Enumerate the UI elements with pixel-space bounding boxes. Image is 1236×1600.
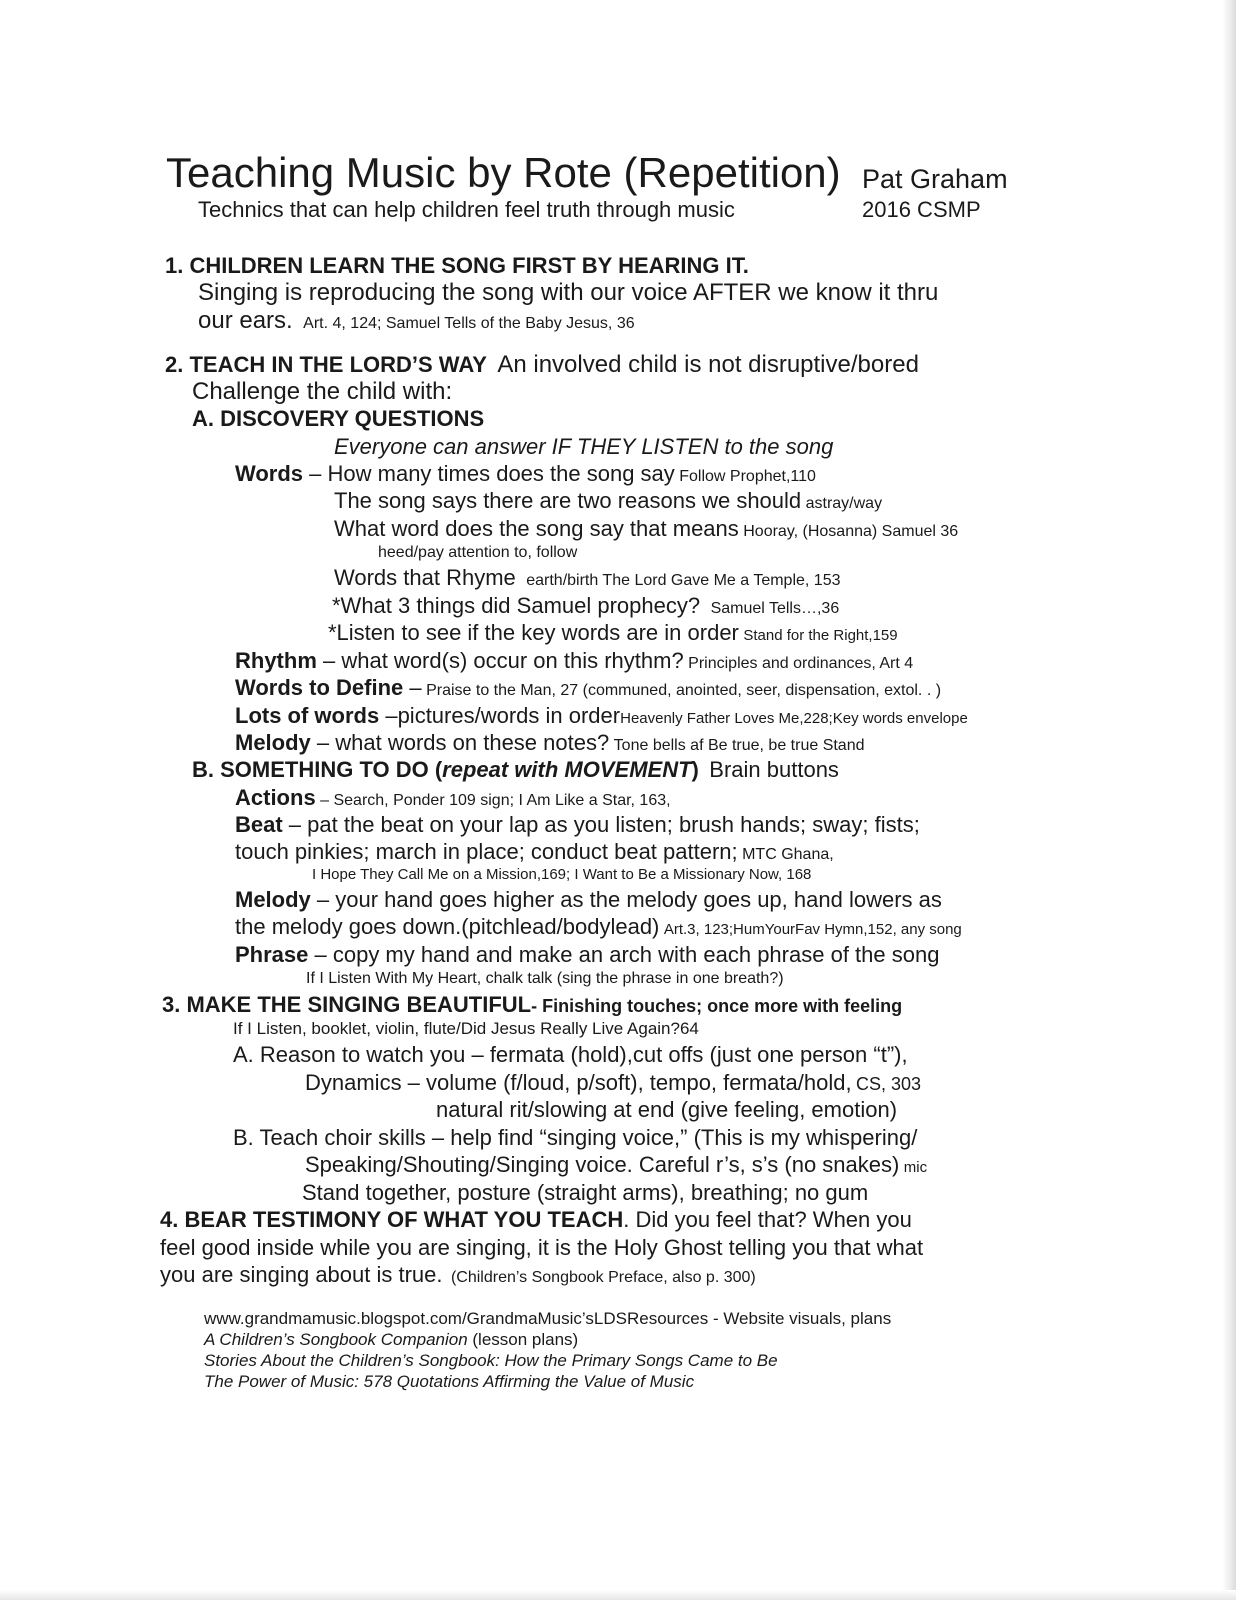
label-span: Lots of words [235, 703, 380, 728]
title-span: A Children’s Songbook Companion [204, 1330, 468, 1349]
melody-line [235, 732, 865, 754]
actions-line [235, 787, 671, 809]
text-span: Brain buttons [709, 757, 839, 782]
text-span: The song says there are two reasons we should [334, 488, 802, 513]
phrase-line [235, 944, 939, 966]
question-line [334, 567, 841, 589]
author-name: Pat Graham [862, 164, 1008, 194]
label-span: Words to Define [235, 675, 404, 700]
reference-span: MTC Ghana, [742, 846, 834, 863]
section-4-heading [160, 1209, 912, 1231]
section-3-a-line: A. Reason to watch you – fermata (hold),cut offs (just one person “t”), [233, 1042, 908, 1067]
section-3-b-line-2 [305, 1154, 927, 1176]
subsection-a-heading: A. DISCOVERY QUESTIONS [192, 406, 485, 431]
text-span: – pat the beat on your lap as you listen; brush hands; sway; fists; [282, 812, 920, 837]
question-line [328, 622, 898, 644]
question-sub-line: heed/pay attention to, follow [378, 544, 578, 561]
reference-span: Follow Prophet,110 [679, 468, 816, 485]
text-span: – How many times does the song say [303, 461, 675, 486]
question-line [334, 490, 882, 512]
question-line [332, 595, 839, 617]
label-span: Melody [235, 887, 311, 912]
text-span: What word does the song say that means [334, 516, 739, 541]
section-1-heading: 1. CHILDREN LEARN THE SONG FIRST BY HEARING IT. [165, 253, 749, 278]
label-span: Rhythm [235, 648, 317, 673]
text-span: – your hand goes higher as the melody goes up, hand lowers as [310, 887, 942, 912]
text-span: . Did you feel that? When you [623, 1207, 912, 1232]
scan-bottom-shadow [0, 1590, 1236, 1600]
text-span: An involved child is not disruptive/bored [497, 351, 919, 378]
subsection-a-note: Everyone can answer IF THEY LISTEN to the song [334, 434, 834, 459]
section-3-a-line-3: natural rit/slowing at end (give feeling, emotion) [436, 1097, 898, 1122]
text-span: – what words on these notes? [310, 730, 610, 755]
label-span: Words [235, 461, 304, 486]
reference-span: astray/way [805, 495, 883, 512]
section-4-line: feel good inside while you are singing, it is the Holy Ghost telling you that what [160, 1235, 924, 1260]
section-4-line [160, 1264, 756, 1286]
heading-span: 3. MAKE THE SINGING BEAUTIFUL [162, 992, 532, 1017]
heading-span: 2. TEACH IN THE LORD’S WAY [165, 352, 487, 377]
phrase-sub-line: If I Listen With My Heart, chalk talk (sing the phrase in one breath?) [306, 970, 784, 987]
resource-line: The Power of Music: 578 Quotations Affirming the Value of Music [204, 1372, 695, 1391]
reference-span: Hooray, (Hosanna) Samuel 36 [743, 523, 959, 540]
reference-span: Principles and ordinances, Art 4 [688, 655, 914, 672]
section-2-heading [165, 353, 919, 377]
reference-span: Samuel Tells…,36 [710, 600, 840, 617]
heading-span: 4. BEAR TESTIMONY OF WHAT YOU TEACH [160, 1207, 624, 1232]
text-span: *Listen to see if the key words are in order [328, 620, 739, 645]
label-span: Melody [235, 730, 311, 755]
page-subtitle: Technics that can help children feel truth through music [198, 197, 735, 222]
reference-span: Stand for the Right,159 [743, 627, 898, 644]
reference-span: Art.3, 123;HumYourFav Hymn,152, any song [663, 921, 962, 938]
section-3-a-line-2 [305, 1072, 921, 1094]
text-span: –pictures/words in order [379, 703, 621, 728]
text-span: – what word(s) occur on this rhythm? [316, 648, 684, 673]
label-span: Phrase [235, 942, 309, 967]
words-line [235, 463, 816, 485]
heading-span: ) [691, 757, 699, 782]
challenge-line: Challenge the child with: [192, 378, 453, 405]
text-span: our ears. [198, 307, 293, 334]
text-span: touch pinkies; march in place; conduct beat pattern; [235, 839, 738, 864]
melody-movement-line-2 [235, 916, 962, 938]
text-span: Words that Rhyme [334, 565, 516, 590]
reference-span: Art. 4, 124; Samuel Tells of the Baby Jesus, 36 [303, 315, 635, 332]
text-span: you are singing about is true. [160, 1262, 443, 1287]
section-3-b-line: B. Teach choir skills – help find “singing voice,” (This is my whispering/ [233, 1125, 918, 1150]
text-span: – Search, Ponder 109 sign; I Am Like a Star, 163, [315, 792, 671, 809]
resource-line [204, 1331, 578, 1348]
beat-sub-line: I Hope They Call Me on a Mission,169; I Want to Be a Missionary Now, 168 [312, 866, 812, 883]
section-1-line [198, 309, 635, 333]
scan-edge-shadow [1222, 0, 1236, 1600]
question-line [334, 518, 958, 540]
reference-span: Praise to the Man, 27 (communed, anointed, seer, dispensation, extol. . ) [426, 682, 942, 699]
reference-span: mic [903, 1159, 928, 1176]
beat-line-2 [235, 841, 834, 863]
define-line [235, 677, 941, 699]
reference-span: earth/birth The Lord Gave Me a Temple, 153 [526, 572, 841, 589]
resource-line: www.grandmamusic.blogspot.com/GrandmaMusic’sLDSResources - Website visuals, plans [204, 1309, 892, 1328]
text-span: – [403, 675, 422, 700]
text-span: Speaking/Shouting/Singing voice. Careful r’s, s’s (no snakes) [305, 1152, 900, 1177]
reference-span: Tone bells af Be true, be true Stand [613, 737, 865, 754]
text-span: – copy my hand and make an arch with each phrase of the song [308, 942, 940, 967]
beat-line [235, 814, 920, 836]
label-span: Beat [235, 812, 283, 837]
label-span: Actions [235, 785, 316, 810]
rhythm-line [235, 650, 913, 672]
heading-span: B. SOMETHING TO DO ( [192, 757, 443, 782]
section-3-sub: If I Listen, booklet, violin, flute/Did Jesus Really Live Again?64 [233, 1019, 699, 1038]
melody-movement-line [235, 889, 942, 911]
heading-italic-span: repeat with MOVEMENT [442, 757, 692, 782]
text-span: the melody goes down.(pitchlead/bodylead) [235, 914, 660, 939]
section-1-line: Singing is reproducing the song with our voice AFTER we know it thru [198, 279, 939, 306]
lots-line [235, 705, 968, 727]
section-3-b-line-3: Stand together, posture (straight arms), breathing; no gum [302, 1180, 869, 1205]
text-span: *What 3 things did Samuel prophecy? [332, 593, 701, 618]
heading-rest-span: - Finishing touches; once more with feeling [531, 996, 903, 1016]
section-3-heading [162, 994, 902, 1016]
text-span: Dynamics – volume (f/loud, p/soft), tempo, fermata/hold, [305, 1070, 852, 1095]
subsection-b-heading [192, 759, 839, 781]
resource-line: Stories About the Children’s Songbook: How the Primary Songs Came to Be [204, 1351, 778, 1370]
reference-span: Heavenly Father Loves Me,228;Key words envelope [620, 710, 968, 727]
reference-span: (Children’s Songbook Preface, also p. 300) [450, 1269, 756, 1286]
page-title: Teaching Music by Rote (Repetition) [166, 149, 841, 196]
event-label: 2016 CSMP [862, 197, 981, 222]
text-span: (lesson plans) [467, 1330, 579, 1349]
reference-span: CS, 303 [856, 1074, 922, 1094]
